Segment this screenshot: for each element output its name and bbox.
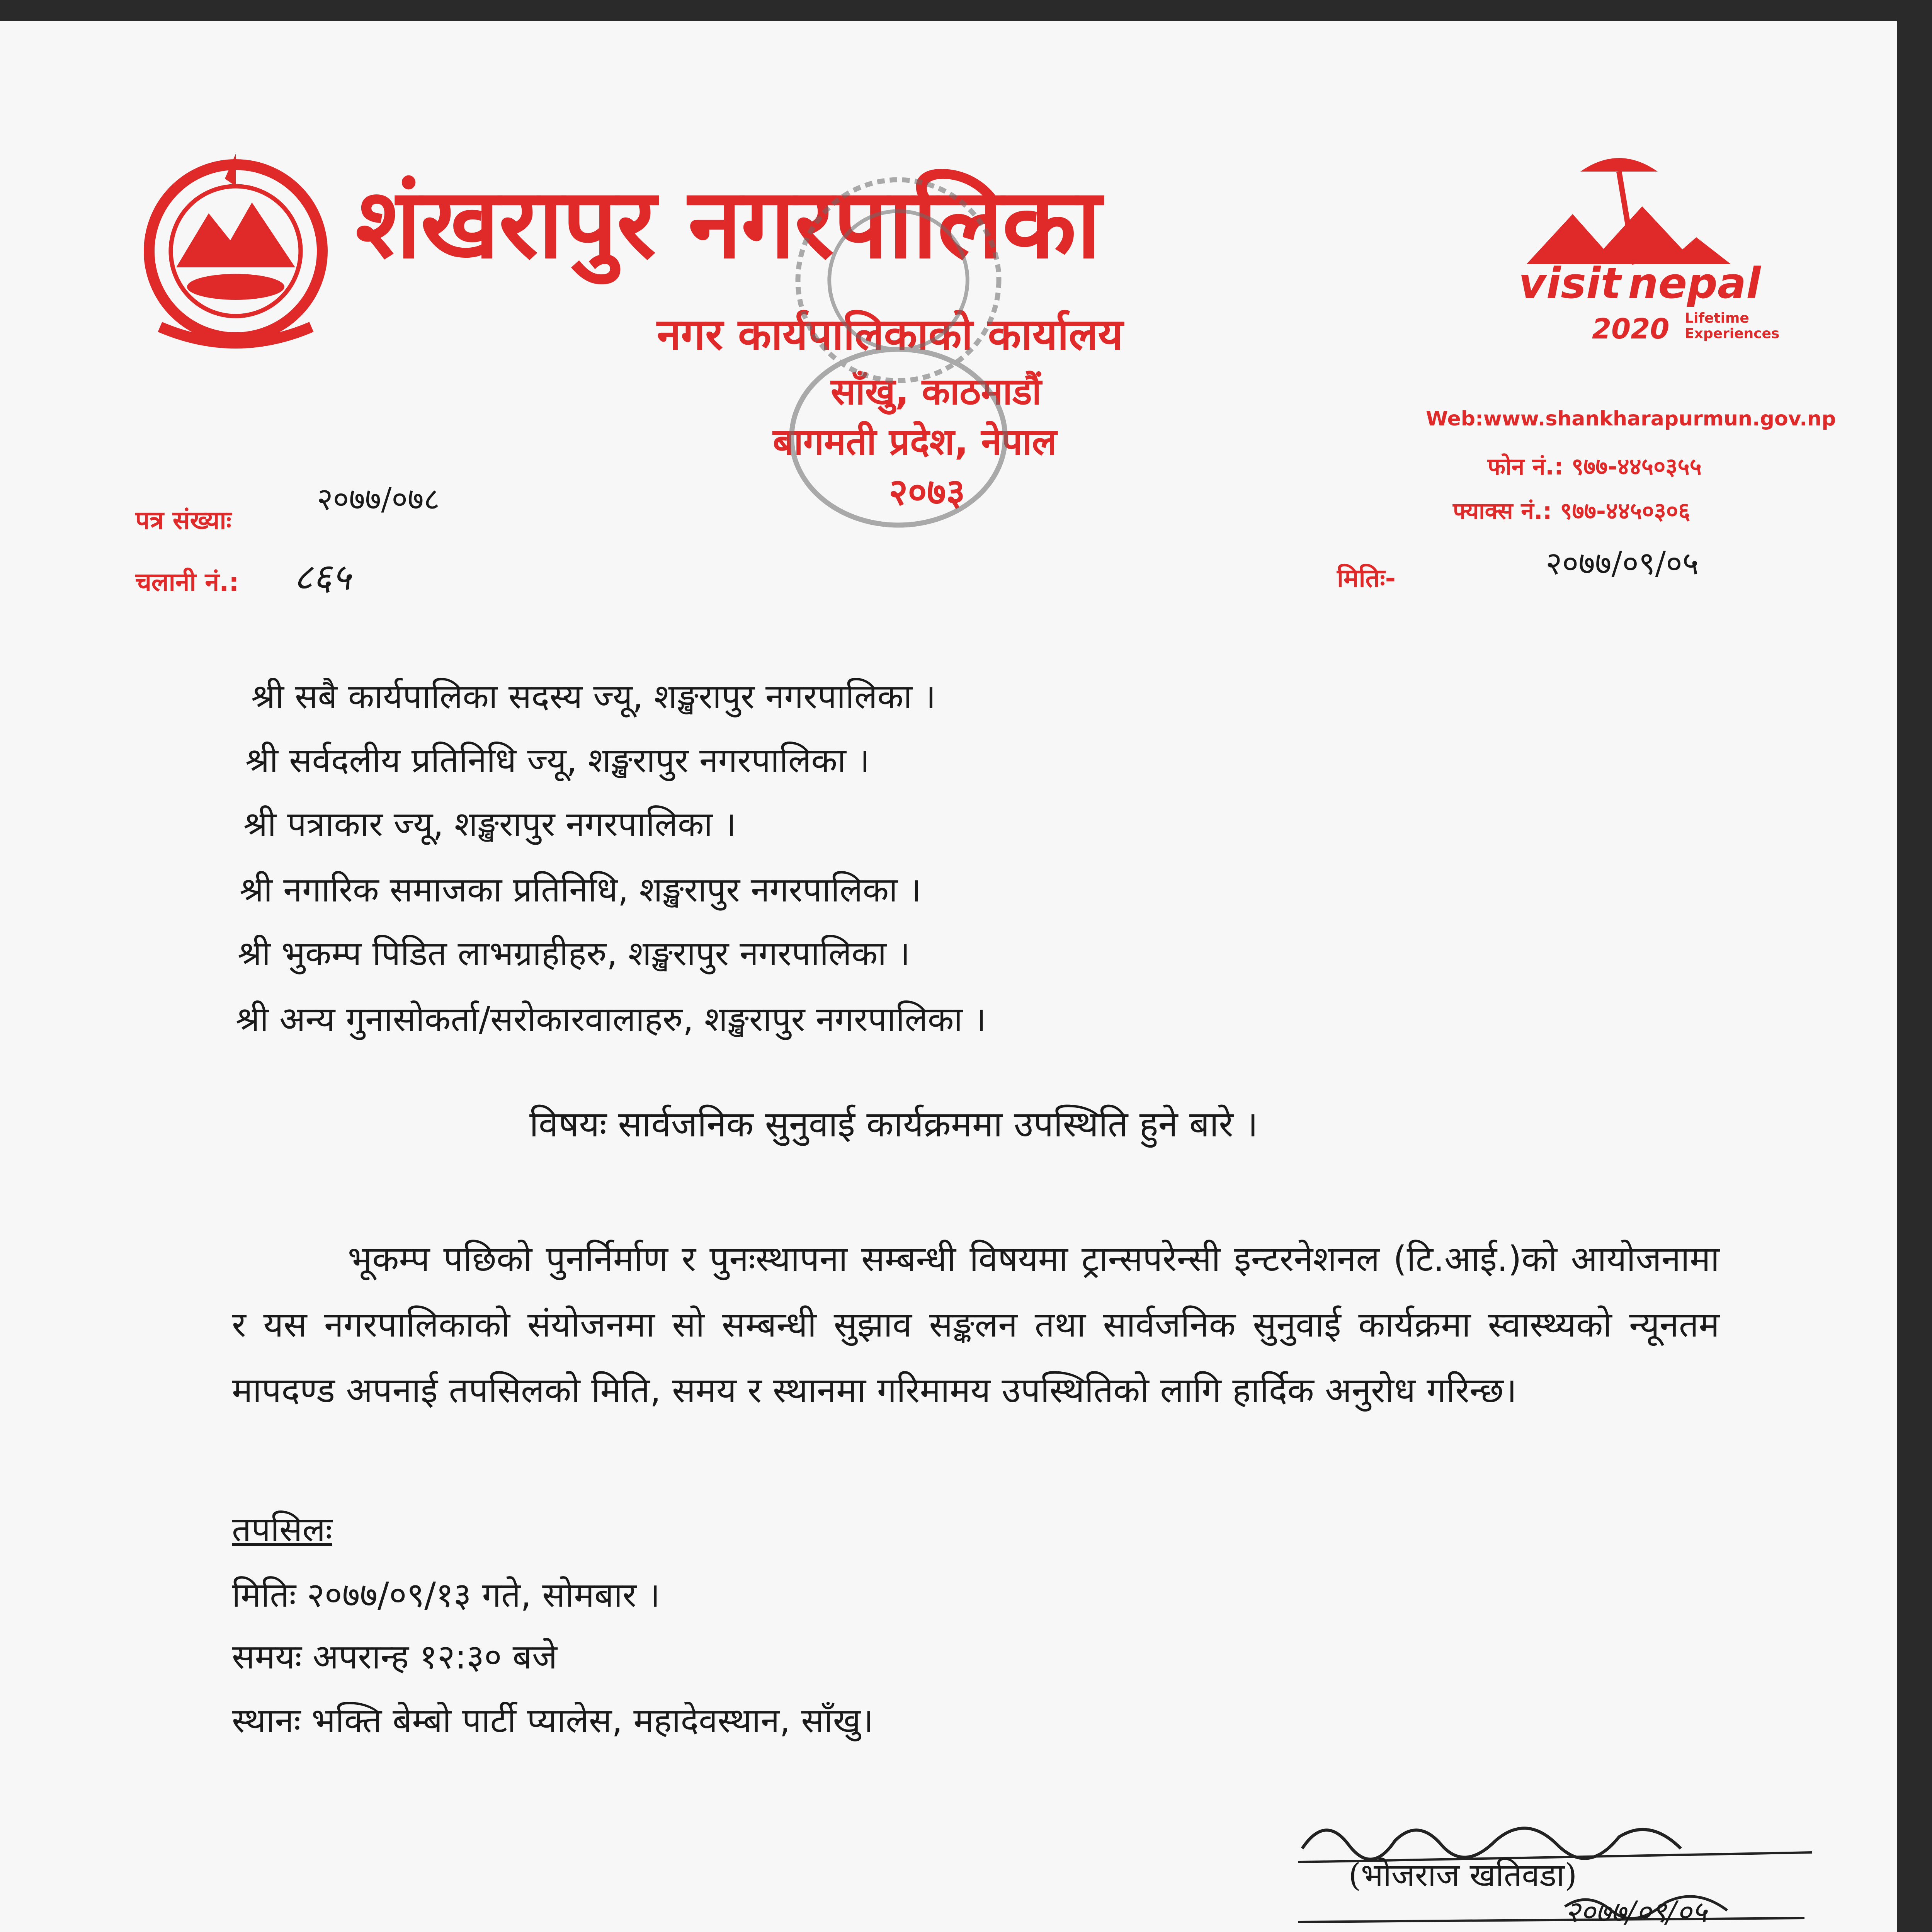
details-date: मितिः २०७७/०९/१३ गते, सोमबार । xyxy=(232,1575,660,1615)
visit-year: 2020 xyxy=(1592,313,1670,345)
recipient-line: श्री नगारिक समाजका प्रतिनिधि, शङ्खरापुर नगरपालिका । xyxy=(240,870,922,910)
letter-number-label: पत्र संख्याः xyxy=(135,505,231,535)
letter-sheet xyxy=(0,21,1897,1932)
experiences-text: Experiences xyxy=(1685,325,1780,342)
website-link[interactable]: Web:www.shankharapurmun.gov.np xyxy=(1426,407,1836,430)
recipient-line: श्री सबै कार्यपालिका सदस्य ज्यू, शङ्खरापुर नगरपालिका । xyxy=(251,677,936,716)
date-value: २०७७/०९/०५ xyxy=(1546,545,1699,582)
office-stamp-icon xyxy=(773,156,1024,543)
municipality-title: शंखरापुर नगरपालिका xyxy=(355,167,1101,280)
details-time: समयः अपरान्ह १२:३० बजे xyxy=(232,1637,558,1677)
date-label: मितिः- xyxy=(1337,563,1396,593)
letter-subject: विषयः सार्वजनिक सुनुवाई कार्यक्रममा उपस्थिति हुने बारे । xyxy=(529,1104,1258,1145)
letter-number-value: २०७७/०७८ xyxy=(317,481,440,517)
office-name: नगर कार्यपालिकाको कार्यालय xyxy=(657,310,1123,360)
details-place: स्थानः भक्ति बेम्बो पार्टी प्यालेस, महादेवस्थान, साँखु। xyxy=(232,1701,874,1740)
office-province: बागमती प्रदेश, नेपाल xyxy=(773,421,1057,463)
established-year: २०७३ xyxy=(889,471,965,514)
office-location: साँखु, काठमाडौं xyxy=(831,371,1042,413)
dispatch-number-value: ८६५ xyxy=(294,556,351,599)
signatory-name: (भोजराज खतिवडा) xyxy=(1349,1857,1577,1894)
recipient-line: श्री अन्य गुनासोकर्ता/सरोकारवालाहरु, शङ्खरापुर नगरपालिका । xyxy=(236,999,986,1039)
phone-number: फोन नं.: ९७७-४४५०३५५ xyxy=(1488,453,1702,480)
lifetime-text: Lifetime xyxy=(1685,310,1749,326)
recipient-line: श्री पत्राकार ज्यू, शङ्खरापुर नगरपालिका । xyxy=(243,804,736,844)
dispatch-number-label: चलानी नं.: xyxy=(135,567,239,597)
recipient-line: श्री सर्वदलीय प्रतिनिधि ज्यू, शङ्खरापुर नगरपालिका । xyxy=(245,740,870,780)
details-heading: तपसिलः xyxy=(232,1509,332,1549)
visit-word: visit xyxy=(1519,259,1621,308)
letter-body-paragraph: भूकम्प पछिको पुनर्निर्माण र पुनःस्थापना सम्बन्धी विषयमा ट्रान्सपरेन्सी इन्टरनेशनल (टि.आई.)को आयोजनामा र यस नगरपालिकाको संयोजनमा सो सम्बन्धी सुझाव सङ्कलन तथा सार्वजनिक सुनुवाई कार्यक्रमा स्वास्थ्यको न्यूनतम मापदण्ड अपनाई तपसिलको मिति, समय र स्थानमा गरिमामय उपस्थितिको लागि हार्दिक अनुरोध गरिन्छ। xyxy=(232,1239,1719,1411)
fax-number: फ्याक्स नं.: ९७७-४४५०३०६ xyxy=(1453,498,1690,525)
nepal-emblem-icon xyxy=(128,148,344,365)
nepal-word: nepal xyxy=(1628,259,1761,308)
signature-date: २०७७/०९/०५ xyxy=(1565,1895,1707,1929)
visit-nepal-logo xyxy=(1515,148,1785,365)
recipient-line: श्री भुकम्प पिडित लाभग्राहीहरु, शङ्खरापुर नगरपालिका । xyxy=(238,934,910,973)
